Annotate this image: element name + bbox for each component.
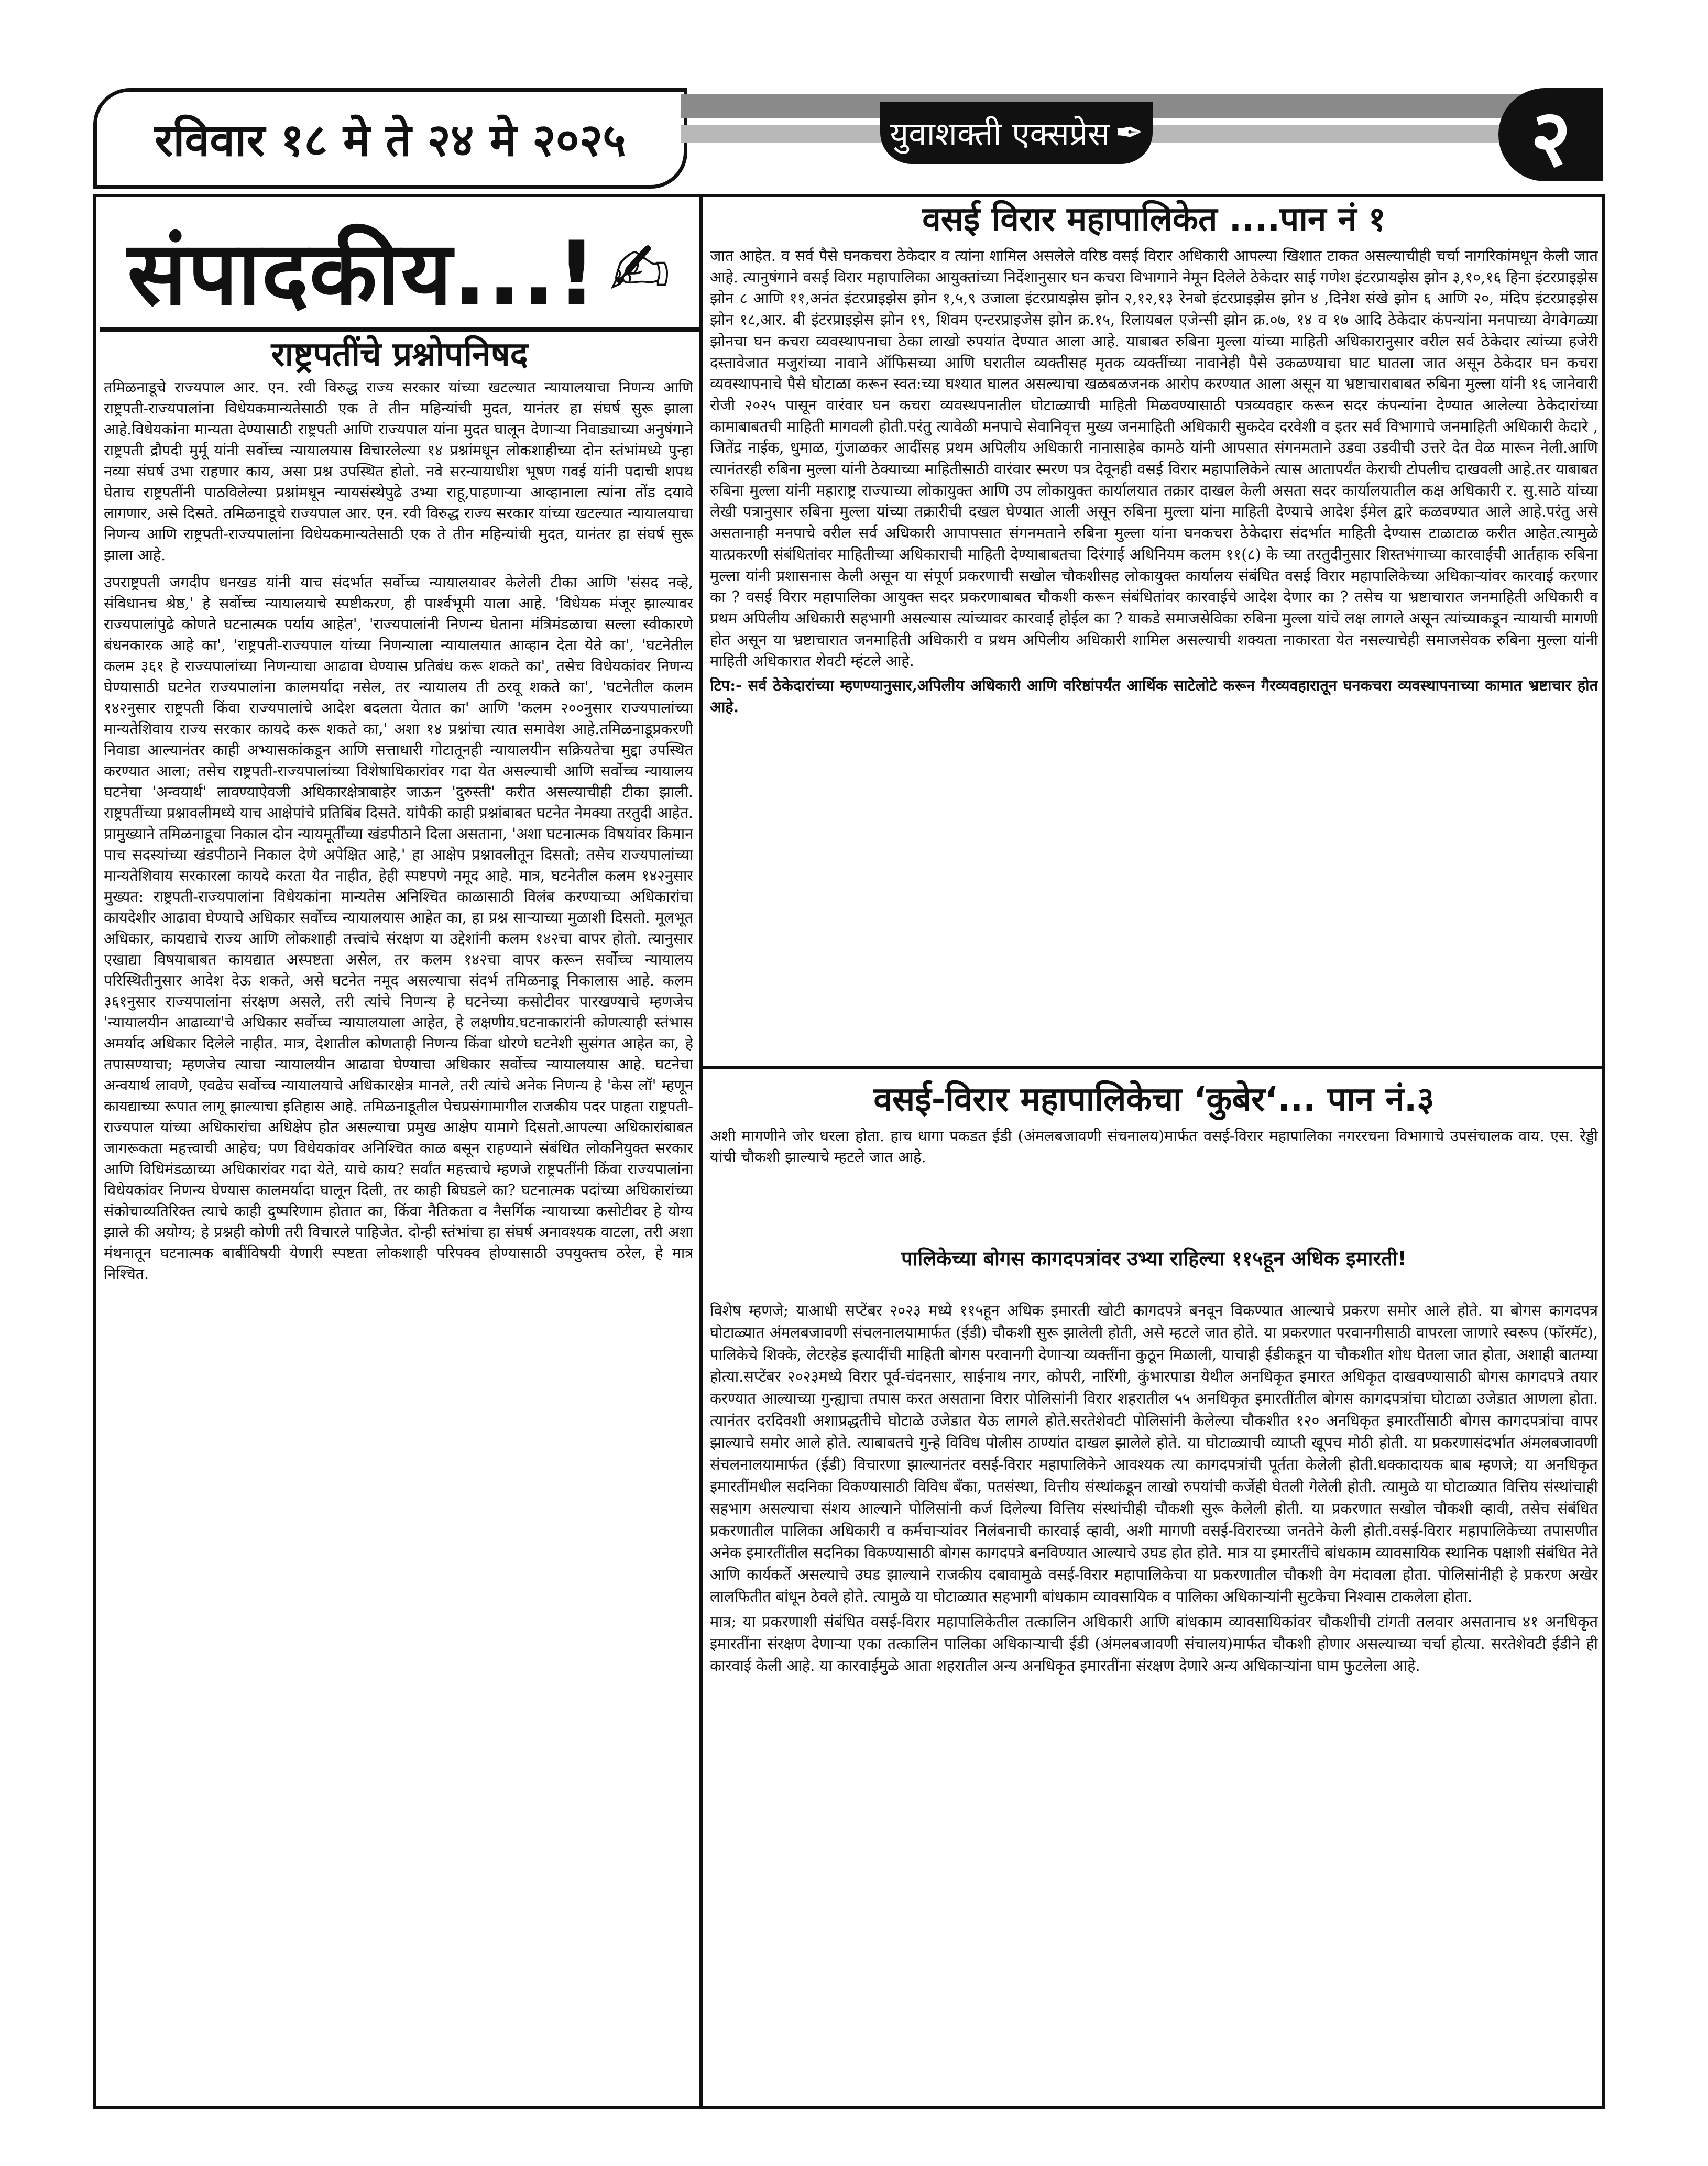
editorial-section-title xyxy=(100,210,699,330)
editorial-headline: राष्ट्रपतींचे प्रश्नोपनिषद xyxy=(271,335,528,374)
article-paragraph: मात्र; या प्रकरणाशी संबंधित वसई-विरार महापालिकेतील तत्कालिन अधिकारी आणि बांधकाम व्यावसायिकांवर चौकशीची टांगती तलवार असतानाच ४१ अनधिकृत इमारतींना संरक्षण देणाऱ्या एका तत्कालिन पालिका अधिकाऱ्याची ईडी (अंमलबजावणी संचालय)मार्फत चौकशी होणार असल्याच्या चर्चा होत्या. सरतेशेवटी ईडीने ही कारवाई केली आहे. या कारवाईमुळे आता शहरातील अन्य अनधिकृत इमारतींना संरक्षण देणारे अन्य अधिकाऱ्यांना घाम फुटलेला आहे. xyxy=(710,1613,1598,1675)
issue-date: रविवार १८ मे ते २४ मे २०२५ xyxy=(93,88,687,189)
article1-tip: टिप:- सर्व ठेकेदारांच्या म्हणण्यानुसार,अपिलीय अधिकारी आणि वरिष्ठांपर्यंत आर्थिक साटेलोटे करून गैरव्यवहारातून घनकचरा व्यवस्थापनाच्या कामात भ्रष्टाचार होत आहे. xyxy=(710,676,1598,716)
hand-writing-quill-icon: ✍ xyxy=(609,227,672,313)
article-paragraph: जात आहेत. व सर्व पैसे घनकचरा ठेकेदार व त्यांना शामिल असलेले वरिष्ठ वसई विरार अधिकारी आपल्या खिशात टाकत असल्याचीही चर्चा नागरिकांमधून केली जात आहे. त्यानुषंगाने वसई विरार महापालिका आयुक्तांच्या निर्देशानुसार घन कचरा विभागाने नेमून दिलेले ठेकेदार साई गणेश इंटरप्रायझेस झोन ३,१०,१६ हिना इंटरप्राइझेस झोन ८ आणि ११,अनंत इंटरप्राइझेस झोन १,५,९ उजाला इंटरप्रायझेस झोन २,१२,१३ रेनबो इंटरप्राइझेस झोन ४ ,दिनेश संखे झोन ६ आणि २०, मंदिप इंटरप्राइझेस झोन १८,आर. बी इंटरप्राइझेस झोन १९, शिवम एन्टरप्राइजेस झोन क्र.१५, रिलायबल एजेन्सी झोन क्र.०७, १४ व १७ आदि ठेकेदार कंपन्यांना मनपाच्या वेगवेगळ्या झोनचा घन कचरा व्यवस्थापनाचा ठेका लाखो रुपयांत देण्यात आला आहे. याबाबत रुबिना मुल्ला यांच्या माहिती अधिकारानुसार वरील सर्व ठेकेदार त्यांच्या हजेरी दस्तावेजात मजुरांच्या नावाने ऑफिसच्या आणि घरातील व्यक्तीसह मृतक व्यक्तींच्या नावानेही पैसे उकळण्याचा घाट घातला जात असून ठेकेदार घन कचरा व्यवस्थापनाचे पैसे घोटाळा करून स्वत:च्या घश्यात घालत असल्याचा खळबळजनक आरोप करण्यात आला असून या भ्रष्टाचाराबाबत रुबिना मुल्ला यांनी १६ जानेवारी रोजी २०२५ पासून वारंवार घन कचरा व्यवस्थपनातील घोटाळ्याची माहिती मिळवण्यासाठी पत्रव्यवहार करून सदर कंपन्यांना देण्यात आलेल्या ठेकेदारांच्या कामाबाबतची माहिती मागवली होती.परंतु त्यावेळी मनपाचे सेवानिवृत्त मुख्य जनमाहिती अधिकारी सुकदेव दरवेशी व इतर सर्व विभागाचे जनमाहिती अधिकारी केदारे , जितेंद्र नाईक, धुमाळ, गुंजाळकर आदींसह प्रथम अपिलीय अधिकारी नानासाहेब कामठे यांनी आपसात संगनमताने उडवा उडवीची उत्तरे देत वेळ मारून नेली.आणि त्यानंतरही रुबिना मुल्ला यांनी ठेक्याच्या माहितीसाठी वारंवार स्मरण पत्र देवूनही वसई विरार महापालिकेने त्यास आतापर्यंत केराची टोपलीच दाखवली आहे.तर याबाबत रुबिना मुल्ला यांनी महाराष्ट्र राज्याच्या लोकायुक्त आणि उप लोकायुक्त कार्यालयात तक्रार दाखल केली असता सदर कार्यालयातील कक्ष अधिकारी र. सु.साठे यांच्या लेखी पत्रानुसार रुबिना मुल्ला यांच्या तक्रारीची दखल घेण्यात आली असून रुबिना मुल्ला यांना माहिती देण्याचे आदेश ईमेल द्वारे कळवण्यात आले आहे.परंतु असे असतानाही मनपाचे वरील सर्व अधिकारी आपापसात संगनमताने रुबिना मुल्ला यांना घनकचरा ठेकेदारा संदर्भात माहिती देण्यास टाळाटाळ करीत आहेत.त्यामुळे यात्प्रकरणी संबंधितांवर माहितीच्या अधिकाराची माहिती देण्याबाबतचा दिरंगाई अधिनियम कलम ११(८) के च्या तरतुदीनुसार शिस्तभंगाच्या कारवाईची आर्तहाक रुबिना मुल्ला यांनी प्रशासनास केली असून या संपूर्ण प्रकरणाची सखोल चौकशीसह लोकायुक्त कार्यालय संबंधित वसई विरार महापालिकेच्या अधिकाऱ्यांवर कारवाई करणार का ? वसई विरार महापालिका आयुक्त सदर प्रकरणाबाबत चौकशी करून संबंधितांवर कारवाईचे आदेश देणार का ? तसेच या भ्रष्टाचारात जनमाहिती अधिकारी व प्रथम अपिलीय अधिकारी सहभागी असल्यास त्यांच्यावर कारवाई होईल का ? याकडे समाजसेविका रुबिना मुल्ला यांचे लक्ष लागले असून त्यांच्याकडून न्यायाची मागणी होत असून या भ्रष्टाचारात जनमाहिती अधिकारी व प्रथम अपिलीय अधिकारी शामिल असल्याची शक्यता नाकारता येत नसल्याचेही समाजसेवक रुबिना मुल्ला यांनी माहिती अधिकारात शेवटी म्हंटले आहे. xyxy=(710,247,1598,670)
article-paragraph: अशी मागणीने जोर धरला होता. हाच धागा पकडत ईडी (अंमलबजावणी संचनालय)मार्फत वसई-विरार महापालिका नगररचना विभागाचे उपसंचालक वाय. एस. रेड्डी यांची चौकशी झाल्याचे म्हटले जात आहे. xyxy=(710,1127,1598,1166)
article-divider xyxy=(703,1066,1605,1069)
column-divider xyxy=(699,194,703,2109)
article2-body xyxy=(710,1299,1598,2101)
pen-nib-icon: ✒ xyxy=(1115,114,1143,152)
article2-intro xyxy=(710,1125,1598,1188)
editorial-paragraph: तमिळनाडूचे राज्यपाल आर. एन. रवी विरुद्ध राज्य सरकार यांच्या खटल्यात न्यायालयाचा निणन्य आणि राष्ट्रपती-राज्यपालांना विधेयकमान्यतेसाठी एक ते तीन महिन्यांची मुदत, यानंतर हा संघर्ष सुरू झाला आहे.विधेयकांना मान्यता देण्यासाठी राष्ट्रपती आणि राज्यपाल यांना मुदत घालून देणाऱ्या निवाड्याच्या अनुषंगाने राष्ट्रपती द्रौपदी मुर्मू यांनी सर्वोच्च न्यायालयास विचारलेल्या १४ प्रश्नांमधून लोकशाहीच्या दोन स्तंभांमध्ये पुन्हा नव्या संघर्ष उभा राहणार काय, असा प्रश्न उपस्थित होतो. नवे सरन्यायाधीश भूषण गवई यांनी पदाची शपथ घेताच राष्ट्रपतींनी पाठविलेल्या प्रश्नांमधून न्यायसंस्थेपुढे उभ्या राहू,पाहणाऱ्या आव्हानाला त्यांना तोंड दयावे लागणार, असे दिसते. तमिळनाडूचे राज्यपाल आर. एन. रवी विरुद्ध राज्य सरकार यांच्या खटल्यात न्यायालयाचा निणन्य आणि राष्ट्रपती-राज्यपालांना विधेयकमान्यतेसाठी एक ते तीन महिन्यांची मुदत, यानंतर हा संघर्ष सुरू झाला आहे. xyxy=(104,379,693,564)
article1-body xyxy=(710,245,1598,1000)
editorial-paragraph: उपराष्ट्रपती जगदीप धनखड यांनी याच संदर्भात सर्वोच्च न्यायालयावर केलेली टीका आणि 'संसद नव्हे, संविधानच श्रेष्ठ,' हे सर्वोच्च न्यायालयाचे स्पष्टीकरण, ही पार्श्वभूमी याला आहे. 'विधेयक मंजूर झाल्यावर राज्यपालांपुढे कोणते घटनात्मक पर्याय आहेत', 'राज्यपालांनी निणन्य घेताना मंत्रिमंडळाचा सल्ला स्वीकारणे बंधनकारक आहे का', 'राष्ट्रपती-राज्यपाल यांच्या निणन्याला न्यायालयात आव्हान देता येते का', 'घटनेतील कलम ३६१ हे राज्यपालांच्या निणन्याचा आढावा घेण्यास प्रतिबंध करू शकते का', तसेच विधेयकांवर निणन्य घेण्यासाठी घटनेत राज्यपालांना कालमर्यादा नसेल, तर न्यायालय ती ठरवू शकते का', 'घटनेतील कलम १४२नुसार राष्ट्रपती किंवा राज्यपालांचे आदेश बदलता येतात का' आणि 'कलम २००नुसार राज्यपालांच्या मान्यतेशिवाय राज्य सरकार कायदे करू शकते का,' अशा १४ प्रश्नांचा त्यात समावेश आहे.तमिळनाडूप्रकरणी निवाडा आल्यानंतर काही अभ्यासकांकडून आणि सत्ताधारी गोटातूनही न्यायालयीन सक्रियतेचा मुद्दा उपस्थित करण्यात आला; तसेच राष्ट्रपती-राज्यपालांच्या विशेषाधिकारांवर गदा येत असल्याची आणि सर्वोच्च न्यायालय घटनेचा 'अन्वयार्थ' लावण्याऐवजी अधिकारक्षेत्राबाहेर जाऊन 'दुरुस्ती' करीत असल्याचीही टीका झाली. राष्ट्रपतींच्या प्रश्नावलीमध्ये याच आक्षेपांचे प्रतिबिंब दिसते. यांपैकी काही प्रश्नांबाबत घटनेत नेमक्या तरतुदी आहेत. प्रामुख्याने तमिळनाडूचा निकाल दोन न्यायमूर्तींच्या खंडपीठाने दिला असताना, 'अशा घटनात्मक विषयांवर किमान पाच सदस्यांच्या खंडपीठाने निकाल देणे अपेक्षित आहे,' हा आक्षेप प्रश्नावलीतून दिसतो; तसेच राज्यपालांच्या मान्यतेशिवाय सरकारला कायदे करता येत नाहीत, हेही स्पष्टपणे नमूद आहे. मात्र, घटनेतील कलम १४२नुसार मुख्यत: राष्ट्रपती-राज्यपालांना विधेयकांना मान्यतेस अनिश्चित काळासाठी विलंब करण्याच्या अधिकारांचा कायदेशीर आढावा घेण्याचे अधिकार सर्वोच्च न्यायालयास आहेत का, हा प्रश्न साऱ्याच्या मुळाशी दिसतो. मूलभूत अधिकार, कायद्याचे राज्य आणि लोकशाही तत्त्वांचे संरक्षण या उद्देशांनी कलम १४२चा वापर होतो. त्यानुसार एखाद्या विषयाबाबत कायद्यात अस्पष्टता असेल, तर कलम १४२चा वापर करून सर्वोच्च न्यायालय परिस्थितीनुसार आदेश देऊ शकते, असे घटनेत नमूद असल्याचा संदर्भ तमिळनाडू निकालास आहे. कलम ३६१नुसार राज्यपालांना संरक्षण असले, तरी त्यांचे निणन्य हे घटनेच्या कसोटीवर पारखण्याचे म्हणजेच 'न्यायालयीन आढाव्या'चे अधिकार सर्वोच्च न्यायालयाला आहेत, हे लक्षणीय.घटनाकारांनी कोणत्याही स्तंभास अमर्याद अधिकार दिलेले नाहीत. मात्र, देशातील कोणताही निणन्य किंवा धोरणे घटनेशी सुसंगत आहेत का, हे तपासण्याचा; म्हणजेच त्याचा न्यायालयीन आढावा घेण्याचा अधिकार सर्वोच्च न्यायालयास आहे. घटनेचा अन्वयार्थ लावणे, एवढेच सर्वोच्च न्यायालयाचे अधिकारक्षेत्र मानले, तरी त्यांचे अनेक निणन्य हे 'केस लॉ' म्हणून कायद्याच्या रूपात लागू झाल्याचा इतिहास आहे. तमिळनाडूतील पेचप्रसंगामागील राजकीय पदर पाहता राष्ट्रपती-राज्यपाल यांच्या अधिकारांचा अधिक्षेप होत असल्याचा प्रमुख आक्षेप यामागे दिसतो.आपल्या अधिकारांबाबत जागरूकता महत्त्वाची आहेच; पण विधेयकांवर अनिश्चित काळ बसून राहण्याने संबंधित लोकनियुक्त सरकार आणि विधिमंडळाच्या अधिकारांवर गदा येते, याचे काय? सर्वांत महत्त्वाचे म्हणजे राष्ट्रपतींनी किंवा राज्यपालांना विधेयकांवर निणन्य घेण्यास कालमर्यादा घालून दिली, तर काही बिघडले का? घटनात्मक पदांच्या अधिकारांच्या संकोचाव्यतिरिक्त त्याचे काही दुष्परिणाम होतात का, किंवा नैतिकता व नैसर्गिक न्यायाच्या कसोटीवर हे योग्य झाले की अयोग्य; हे प्रश्नही कोणी तरी विचारले पाहिजेत. दोन्ही स्तंभांचा हा संघर्ष अनावश्यक वाटला, तरी अशा मंथनातून घटनात्मक बाबींविषयी येणारी स्पष्टता लोकशाही परिपक्व होण्यासाठी उपयुक्तच ठरेल, हे मात्र निश्चित. xyxy=(104,574,693,1283)
article-paragraph: विशेष म्हणजे; याआधी सप्टेंबर २०२३ मध्ये ११५हून अधिक इमारती खोटी कागदपत्रे बनवून विकण्यात आल्याचे प्रकरण समोर आले होते. या बोगस कागदपत्र घोटाळ्यात अंमलबजावणी संचलनालयामार्फत (ईडी) चौकशी सुरू झालेली होती, असे म्हटले जात होते. या प्रकरणात परवानगीसाठी वापरला जाणारे स्वरूप (फॉरमॅट), पालिकेचे शिक्के, लेटरहेड इत्यादींची माहिती बोगस परवानगी देणाऱ्या व्यक्तींना कुठून मिळाली, याचाही ईडीकडून या चौकशीत शोध घेतला जात होता, अशाही बातम्या होत्या.सप्टेंबर २०२३मध्ये विरार पूर्व-चंदनसार, साईनाथ नगर, कोपरी, नारिंगी, कुंभारपाडा येथील अनधिकृत इमारत अधिकृत दाखवण्यासाठी बोगस कागदपत्रे तयार करण्यात आल्याच्या गुन्ह्याचा तपास करत असताना विरार पोलिसांनी विरार शहरातील ५५ अनधिकृत इमारतींतील बोगस कागदपत्रांचा घोटाळा उजेडात आणला होता. त्यानंतर दरदिवशी अशाप्रद्धतीचे घोटाळे उजेडात येऊ लागले होते.सरतेशेवटी पोलिसांनी केलेल्या चौकशीत १२० अनधिकृत इमारतींसाठी बोगस कागदपत्रांचा वापर झाल्याचे समोर आले होते. त्याबाबतचे गुन्हे विविध पोलीस ठाण्यांत दाखल झालेले होते. या घोटाळ्याची व्याप्ती खूपच मोठी होती. या प्रकरणासंदर्भात अंमलबजावणी संचलनालयामार्फत (ईडी) विचारणा झाल्यानंतर वसई-विरार महापालिकेने आवश्यक त्या कागदपत्रांची पूर्तता केलेली होती.धक्कादायक बाब म्हणजे; या अनधिकृत इमारतींमधील सदनिका विकण्यासाठी विविध बँका, पतसंस्था, वित्तीय संस्थांकडून लाखो रुपयांची कर्जेही घेतली गेलेली होती. त्यामुळे या घोटाळ्यात वित्तिय संस्थांचाही सहभाग असल्याचा संशय आल्याने पोलिसांनी कर्ज दिलेल्या वित्तिय संस्थांचीही चौकशी सुरू केलेली होती. या प्रकरणात सखोल चौकशी व्हावी, तसेच संबंधित प्रकरणातील पालिका अधिकारी व कर्मचाऱ्यांवर निलंबनाची कारवाई व्हावी, अशी मागणी वसई-विरारच्या जनतेने केली होती.वसई-विरार महापालिकेच्या तपासणीत अनेक इमारतींतील सदनिका विकण्यासाठी बोगस कागदपत्रे बनविण्यात आल्याचे उघड होत होते. मात्र या इमारतींचे बांधकाम व्यावसायिक स्थानिक पक्षाशी संबंधित नेते आणि कार्यकर्ते असल्याचे उघड झाल्याने राजकीय दबावामुळे वसई-विरार महापालिकेचा या प्रकरणातील चौकशी वेग मंदावला होता. पोलिसांनीही हे प्रकरण अखेर लालफितीत बांधून ठेवले होते. त्यामुळे या घोटाळ्यात सहभागी बांधकाम व्यावसायिक व पालिका अधिकाऱ्यांनी सुटकेचा निश्वास टाकलेला होता. xyxy=(710,1301,1598,1605)
article2-subheadline: पालिकेच्या बोगस कागदपत्रांवर उभ्या राहिल्या ११५हून अधिक इमारती! xyxy=(901,1247,1407,1270)
section-title-text: संपादकीय...! xyxy=(127,222,598,325)
masthead-title: युवाशक्ती एक्सप्रेस xyxy=(890,115,1110,153)
article2-headline: वसई-विरार महापालिकेचा ‘कुबेर‘... पान नं.३ xyxy=(873,1080,1435,1119)
editorial-body xyxy=(104,377,693,2101)
page-number: २ xyxy=(1498,88,1603,181)
masthead xyxy=(880,102,1153,164)
article1-headline: वसई विरार महापालिकेत ....पान नं १ xyxy=(922,200,1386,239)
